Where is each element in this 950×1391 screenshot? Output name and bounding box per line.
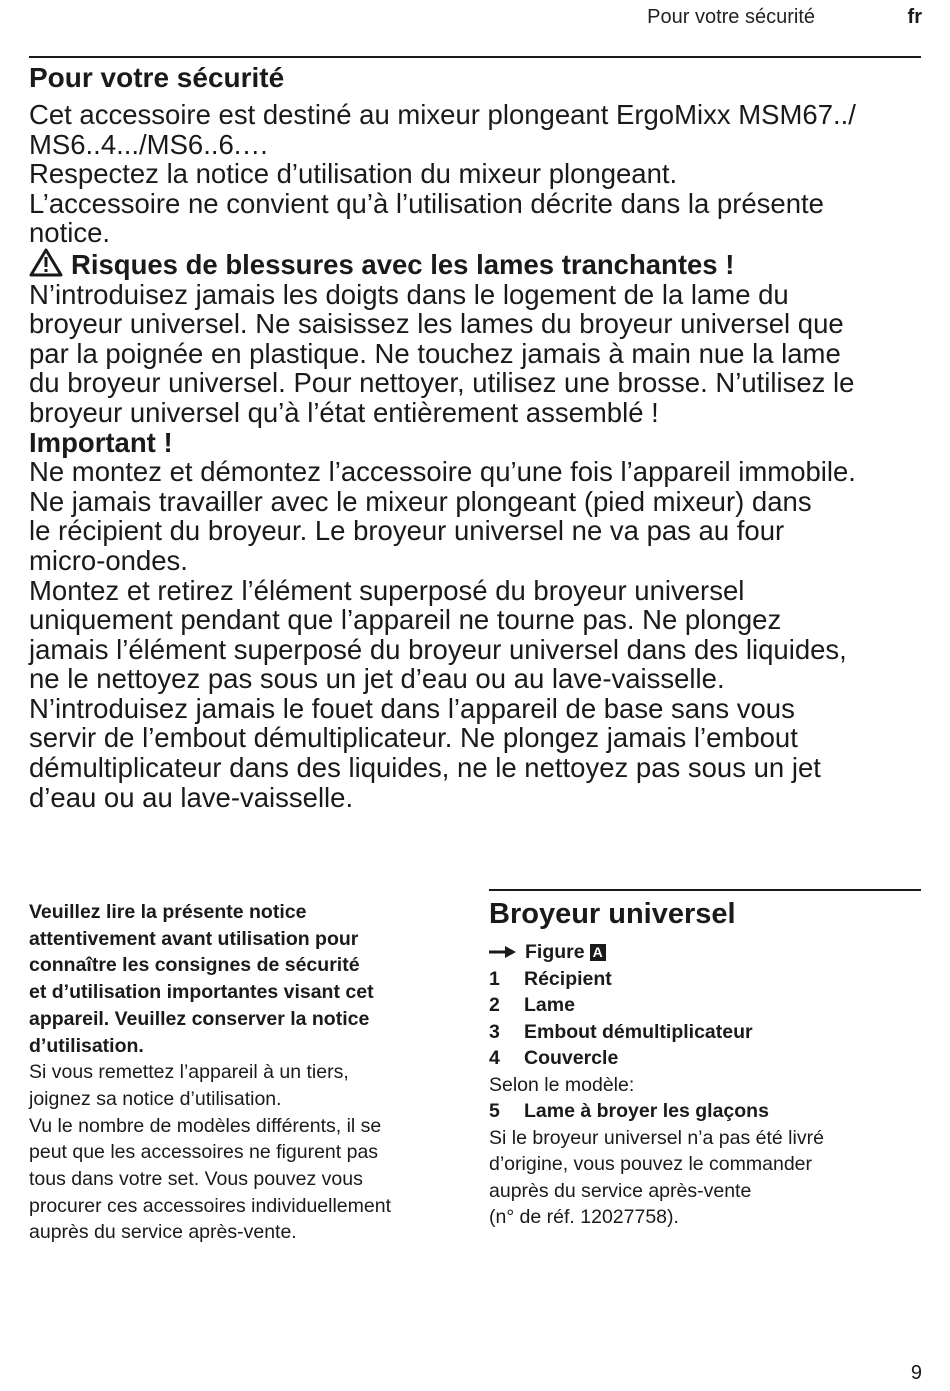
item-label: Embout démultiplicateur <box>524 1020 753 1043</box>
top-divider <box>29 56 921 58</box>
figure-label: Figure <box>525 941 585 963</box>
intro-line: MS6..4.../MS6..6.… <box>29 128 269 160</box>
notice-line: tous dans votre set. Vous pouvez vous <box>29 1168 363 1191</box>
warning-heading <box>29 248 929 280</box>
item-label: Lame à broyer les glaçons <box>524 1100 769 1122</box>
item-number: 2 <box>489 994 500 1016</box>
broyeur-section <box>489 895 921 1231</box>
figure-ref-badge: A <box>590 944 606 961</box>
item-label: Couvercle <box>524 1047 619 1069</box>
warning-line: du broyeur universel. Pour nettoyer, utilisez une brosse. N’utilisez le <box>29 367 855 399</box>
important-line: d’eau ou au lave-vaisselle. <box>29 781 354 813</box>
notice-bold-line: attentivement avant utilisation pour <box>29 927 359 950</box>
broyeur-title: Broyeur universel <box>489 898 736 930</box>
notice-line: peut que les accessoires ne figurent pas <box>29 1141 379 1164</box>
figure-reference <box>489 939 921 966</box>
intro-line: L’accessoire ne convient qu’à l’utilisation décrite dans la présente <box>29 187 824 219</box>
notice-line: joignez sa notice d’utilisation. <box>29 1087 282 1110</box>
item-number: 5 <box>489 1100 500 1122</box>
item-number: 3 <box>489 1020 500 1043</box>
warning-triangle-icon <box>29 248 63 277</box>
parts-list-item <box>489 992 921 1019</box>
header-section-title: Pour votre sécurité <box>647 6 815 28</box>
warning-line: par la poignée en plastique. Ne touchez jamais à main nue la lame <box>29 337 841 369</box>
parts-list-item <box>489 1098 921 1125</box>
important-line: le récipient du broyeur. Le broyeur universel ne va pas au four <box>29 515 785 547</box>
intro-line: Cet accessoire est destiné au mixeur plongeant ErgoMixx MSM67../ <box>29 99 856 130</box>
notice-line: Si vous remettez l’appareil à un tiers, <box>29 1061 349 1084</box>
important-heading: Important ! <box>29 426 173 458</box>
parts-list-item <box>489 1019 921 1046</box>
notice-bold-line: d’utilisation. <box>29 1034 144 1057</box>
broyeur-divider <box>489 889 921 891</box>
warning-heading-text: Risques de blessures avec les lames tranchantes ! <box>71 248 735 280</box>
important-line: démultiplicateur dans des liquides, ne le nettoyez pas sous un jet <box>29 752 821 784</box>
notice-bold-line: et d’utilisation importantes visant cet <box>29 981 374 1004</box>
warning-line: broyeur universel qu’à l’état entièrement assemblé ! <box>29 396 659 428</box>
warning-line: N’introduisez jamais les doigts dans le logement de la lame du <box>29 278 789 310</box>
item-label: Lame <box>524 994 575 1016</box>
header-language: fr <box>907 6 922 28</box>
safety-title: Pour votre sécurité <box>29 62 285 93</box>
important-line: servir de l’embout démultiplicateur. Ne plongez jamais l’embout <box>29 722 798 754</box>
order-line: (n° de réf. 12027758). <box>489 1206 679 1228</box>
important-line: micro-ondes. <box>29 544 188 576</box>
intro-line: notice. <box>29 217 111 249</box>
notice-line: auprès du service après-vente. <box>29 1221 297 1244</box>
important-line: Montez et retirez l’élément superposé du broyeur universel <box>29 574 745 606</box>
notice-line: Vu le nombre de modèles différents, il se <box>29 1114 382 1137</box>
notice-bold-line: Veuillez lire la présente notice <box>29 901 307 923</box>
important-line: jamais l’élément superposé du broyeur universel dans des liquides, <box>29 633 847 665</box>
page-number: 9 <box>910 1362 922 1384</box>
important-line: Ne montez et démontez l’accessoire qu’une fois l’appareil immobile. <box>29 456 856 488</box>
notice-section <box>29 899 449 1246</box>
arrow-right-icon <box>489 945 517 959</box>
parts-list-item <box>489 1045 921 1072</box>
order-line: d’origine, vous pouvez le commander <box>489 1153 813 1175</box>
notice-bold-line: connaître les consignes de sécurité <box>29 954 360 977</box>
item-number: 1 <box>489 967 500 990</box>
order-line: auprès du service après-vente <box>489 1179 752 1202</box>
safety-section <box>29 60 929 812</box>
important-line: ne le nettoyez pas sous un jet d’eau ou au lave-vaisselle. <box>29 663 725 695</box>
notice-line: procurer ces accessoires individuellement <box>29 1194 391 1217</box>
important-line: Ne jamais travailler avec le mixeur plongeant (pied mixeur) dans <box>29 485 812 517</box>
item-number: 4 <box>489 1047 500 1069</box>
important-line: N’introduisez jamais le fouet dans l’appareil de base sans vous <box>29 692 795 724</box>
model-note: Selon le modèle: <box>489 1073 635 1096</box>
important-line: uniquement pendant que l’appareil ne tourne pas. Ne plongez <box>29 604 782 636</box>
parts-list-item <box>489 966 921 993</box>
order-line: Si le broyeur universel n’a pas été livré <box>489 1126 824 1149</box>
item-label: Récipient <box>524 967 612 990</box>
notice-bold-line: appareil. Veuillez conserver la notice <box>29 1007 370 1030</box>
warning-line: broyeur universel. Ne saisissez les lames du broyeur universel que <box>29 308 844 340</box>
intro-line: Respectez la notice d’utilisation du mixeur plongeant. <box>29 158 678 190</box>
